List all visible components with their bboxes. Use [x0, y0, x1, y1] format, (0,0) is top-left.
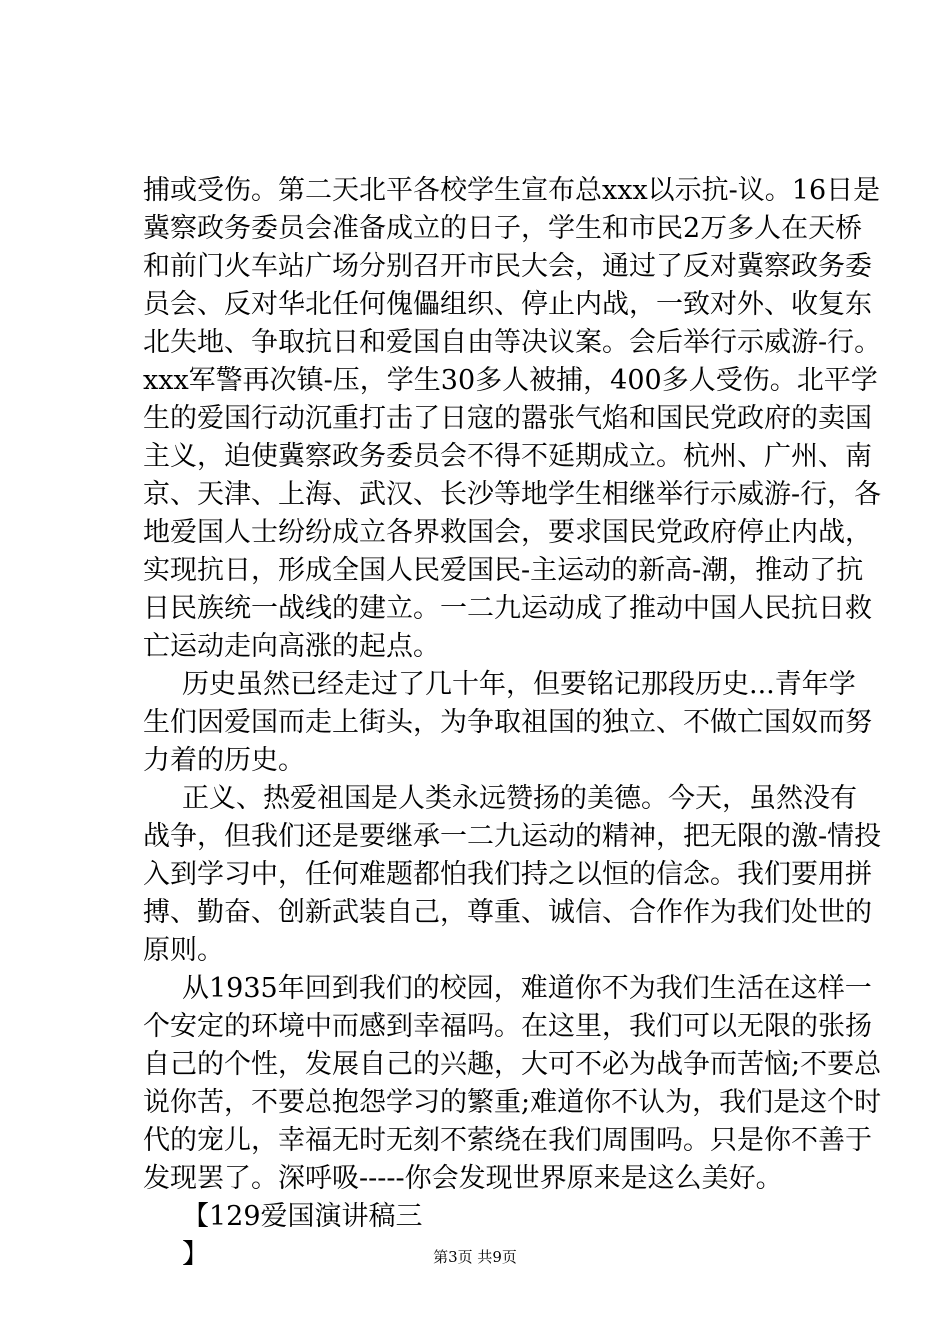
text-line: 说你苦，不要总抱怨学习的繁重;难道你不认为，我们是这个时: [143, 1087, 882, 1118]
text-line: 原则。: [143, 935, 224, 966]
text-line: 冀察政务委员会准备成立的日子，学生和市民2万多人在天桥: [143, 213, 863, 244]
text-line: 搏、勤奋、创新武装自己，尊重、诚信、合作作为我们处世的: [143, 897, 872, 928]
text-line: 生的爱国行动沉重打击了日寇的嚣张气焰和国民党政府的卖国: [143, 403, 872, 434]
text-line: 战争，但我们还是要继承一二九运动的精神，把无限的激-情投: [143, 821, 882, 852]
text-line: 捕或受伤。第二天北平各校学生宣布总xxx以示抗-议。16日是: [143, 175, 881, 206]
text-line: 力着的历史。: [143, 745, 305, 776]
text-line: 生们因爱国而走上街头，为争取祖国的独立、不做亡国奴而努: [143, 707, 872, 738]
text-line: 主义，迫使冀察政务委员会不得不延期成立。杭州、广州、南: [143, 441, 872, 472]
page-footer: 第3页 共9页: [433, 1248, 517, 1266]
text-line: 北失地、争取抗日和爱国自由等决议案。会后举行示威游-行。: [143, 327, 882, 358]
text-line: 地爱国人士纷纷成立各界救国会，要求国民党政府停止内战，: [143, 517, 872, 548]
text-line: 入到学习中，任何难题都怕我们持之以恒的信念。我们要用拼: [143, 859, 872, 890]
text-line: 日民族统一战线的建立。一二九运动成了推动中国人民抗日救: [143, 593, 872, 624]
paragraph-start: 从1935年回到我们的校园，难道你不为我们生活在这样一: [182, 973, 872, 1004]
text-line: 自己的个性，发展自己的兴趣，大可不必为战争而苦恼;不要总: [143, 1049, 882, 1080]
text-line: 实现抗日，形成全国人民爱国民-主运动的新高-潮，推动了抗: [143, 555, 864, 586]
text-line: xxx军警再次镇-压，学生30多人被捕，400多人受伤。北平学: [143, 365, 878, 396]
paragraph-start: 正义、热爱祖国是人类永远赞扬的美德。今天，虽然没有: [182, 783, 857, 814]
text-line: 京、天津、上海、武汉、长沙等地学生相继举行示威游-行，各: [143, 479, 882, 510]
text-line: 和前门火车站广场分别召开市民大会，通过了反对冀察政务委: [143, 251, 872, 282]
text-line: 发现罢了。深呼吸-----你会发现世界原来是这么美好。: [143, 1163, 783, 1194]
text-line: 个安定的环境中而感到幸福吗。在这里，我们可以无限的张扬: [143, 1011, 872, 1042]
text-line: 员会、反对华北任何傀儡组织、停止内战，一致对外、收复东: [143, 289, 872, 320]
section-heading: 【129爱国演讲稿三: [182, 1201, 423, 1232]
section-heading-bracket: 】: [182, 1239, 209, 1270]
paragraph-start: 历史虽然已经走过了几十年，但要铭记那段历史...青年学: [182, 669, 856, 700]
text-line: 代的宠儿，幸福无时无刻不萦绕在我们周围吗。只是你不善于: [143, 1125, 872, 1156]
text-line: 亡运动走向高涨的起点。: [143, 631, 440, 662]
